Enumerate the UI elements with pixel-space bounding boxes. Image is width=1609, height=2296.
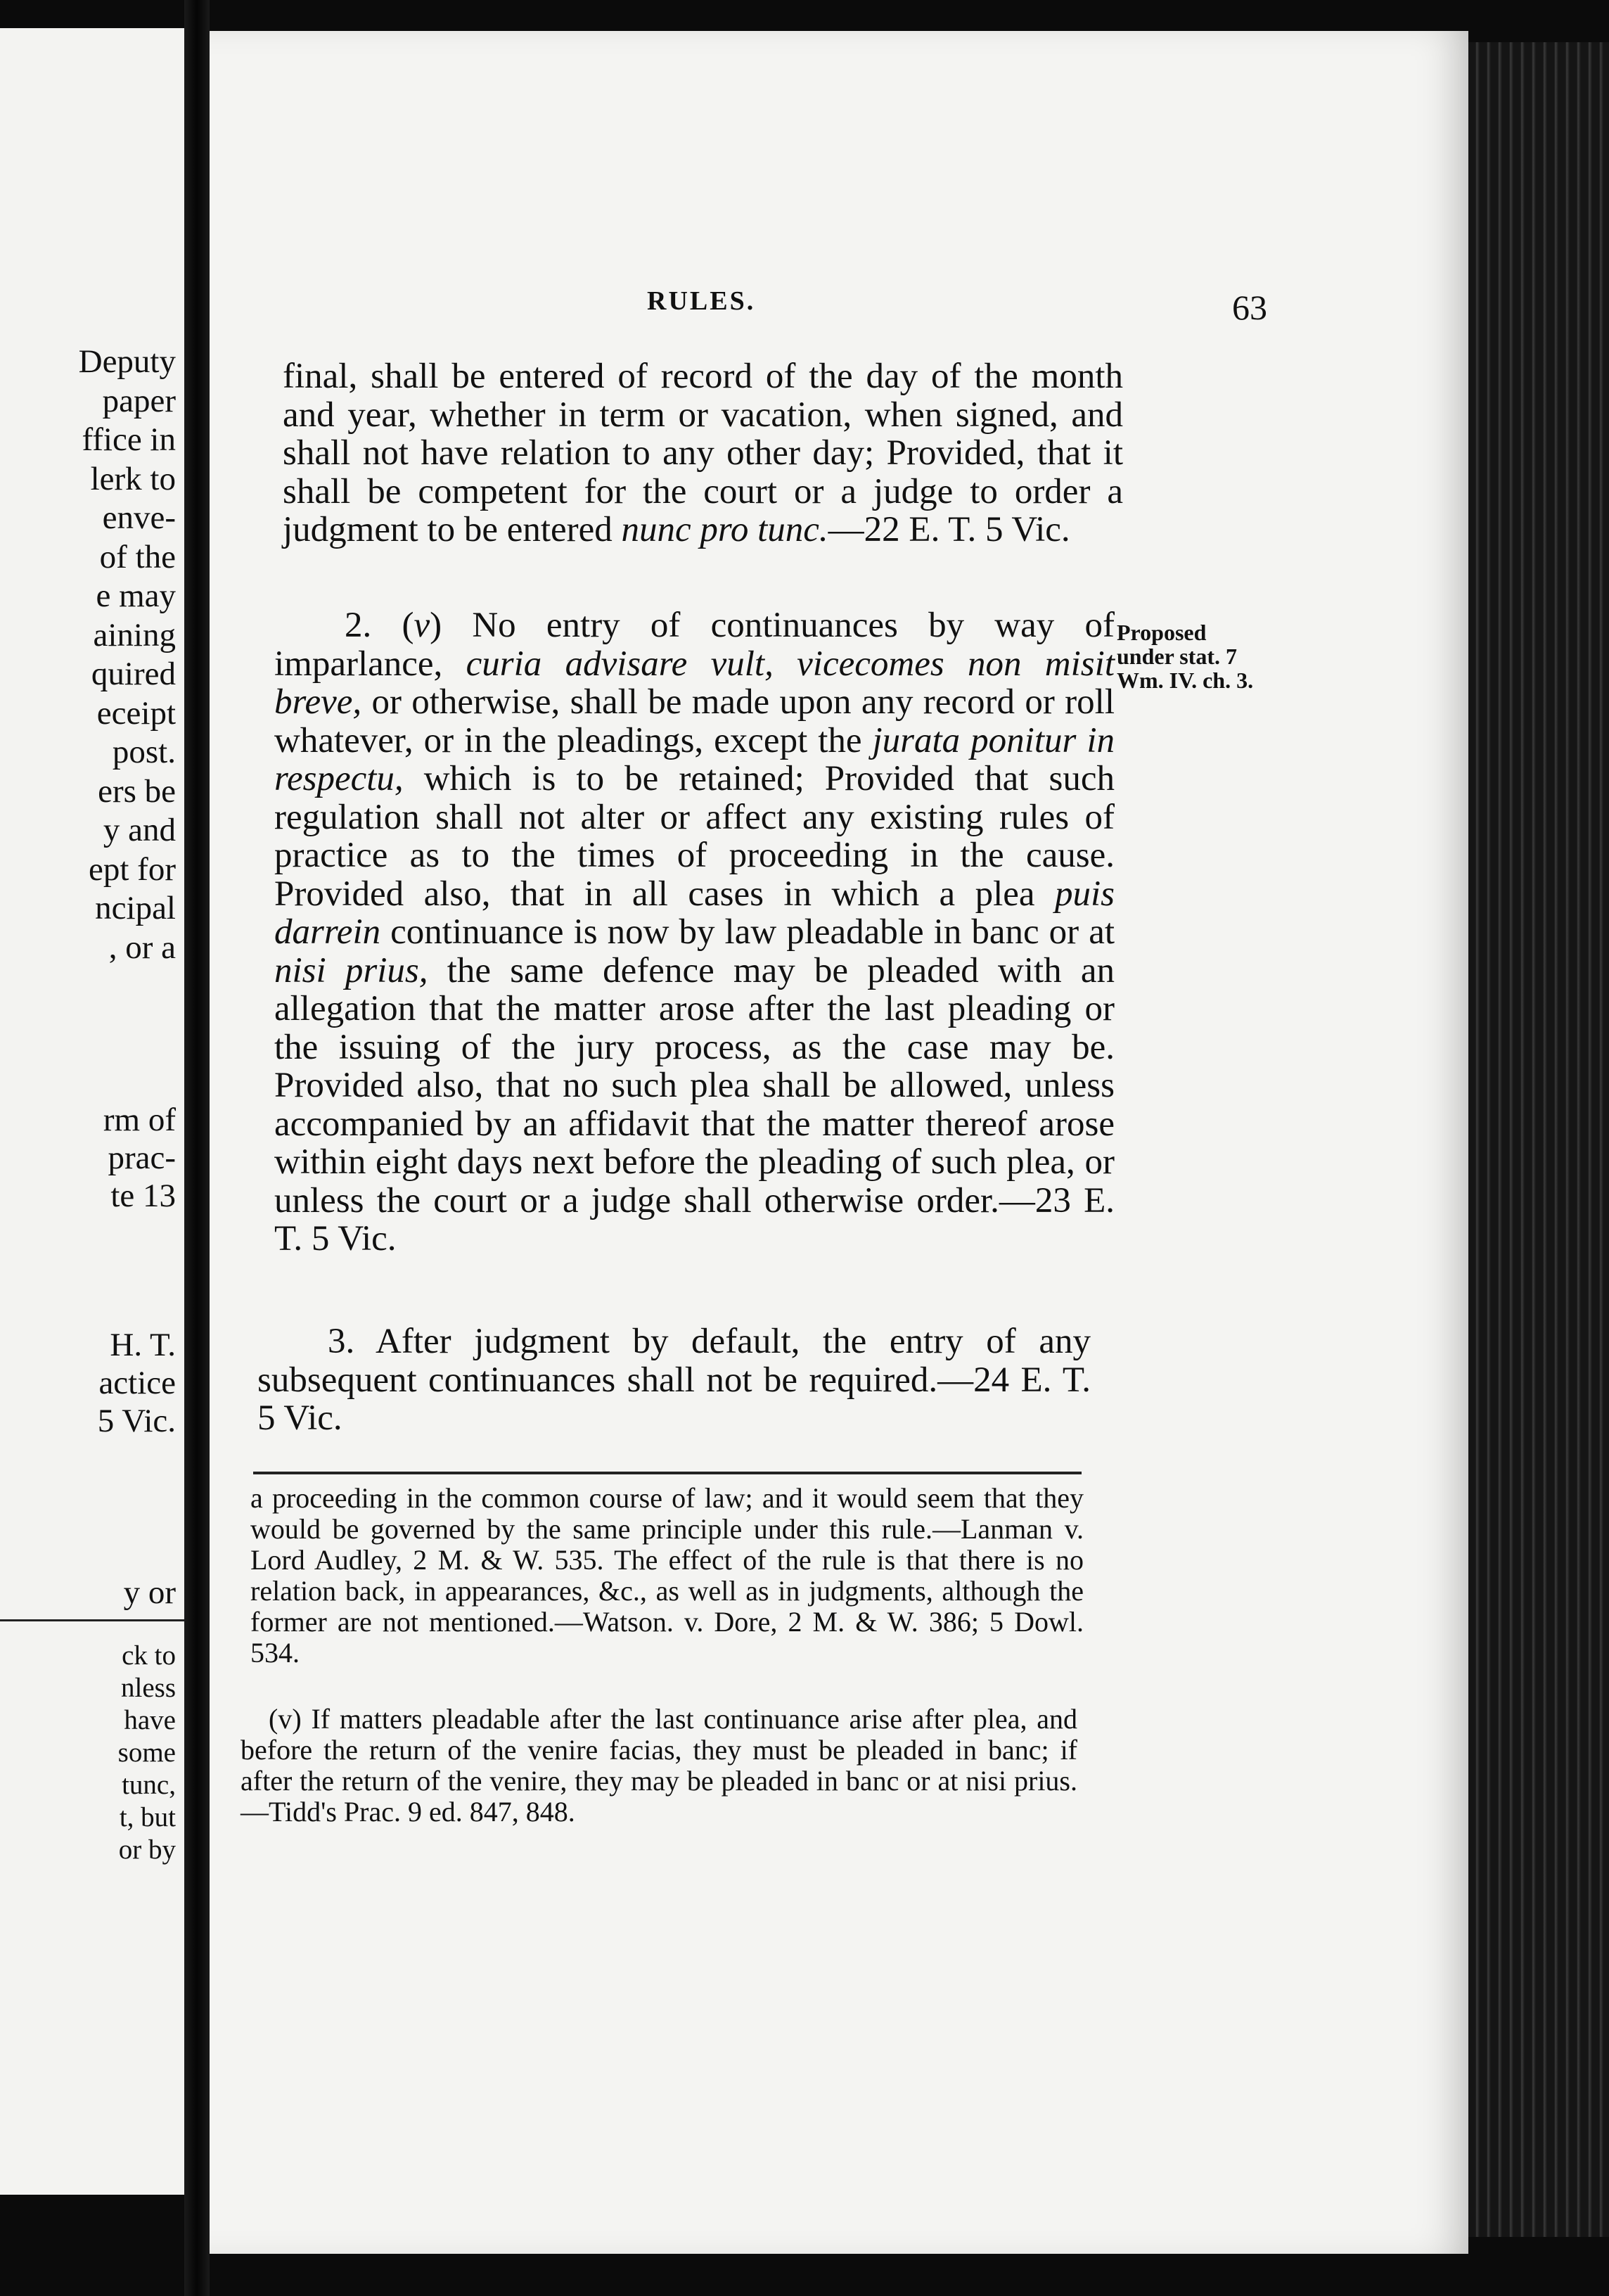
continuation-citation: —22 E. T. 5 Vic.: [828, 510, 1070, 549]
left-page-line: ncipal: [95, 890, 176, 926]
left-page-line: of the: [99, 538, 176, 575]
left-page-line: Deputy: [78, 343, 176, 380]
rule-2-text-d: continuance is now by law pleadable in banc or at: [390, 912, 1115, 952]
rule-3: [257, 1322, 1091, 1438]
left-page-line: ck to: [122, 1640, 176, 1671]
left-page-line: e may: [96, 578, 176, 614]
left-page-line: lerk to: [90, 460, 176, 497]
left-page-line: t, but: [119, 1802, 176, 1832]
left-page-line: actice: [98, 1365, 176, 1401]
left-footnote-rule: [0, 1619, 184, 1621]
left-page-line: nless: [121, 1673, 176, 1703]
footnote-v: [241, 1704, 1077, 1828]
left-page-line: y or: [123, 1574, 176, 1611]
marginal-note: Proposed under stat. 7 Wm. IV. ch. 3.: [1117, 620, 1254, 693]
continuation-italic: nunc pro tunc.: [621, 510, 828, 549]
rule-2: [274, 606, 1115, 1258]
left-page-line: have: [124, 1705, 176, 1735]
left-page-line: post.: [112, 734, 176, 770]
page-edges: [1468, 42, 1609, 2237]
rule-2-number: 2. (: [345, 606, 414, 645]
left-page-line: enve-: [102, 499, 176, 536]
left-page-line: y and: [103, 812, 176, 848]
left-page-line: , or a: [108, 929, 176, 966]
left-page-line: prac-: [108, 1140, 176, 1176]
left-page-line: or by: [118, 1835, 176, 1865]
left-page-fragment: [0, 28, 187, 2195]
rule-2-text-a: ) No entry of continuances by way of imparlance,: [274, 606, 1115, 684]
left-page-line: tunc,: [122, 1770, 176, 1800]
rule-2-italic-d: nisi prius,: [274, 950, 428, 990]
running-head: RULES.: [647, 286, 756, 316]
left-page-line: ffice in: [82, 421, 176, 458]
left-page-line: eceipt: [96, 694, 176, 732]
footnote-mark-v: v: [414, 606, 430, 645]
footnote-v-mark: (v): [269, 1703, 302, 1735]
footnote-continuation: [250, 1483, 1084, 1669]
footnote-separator: [253, 1472, 1082, 1474]
rule-2-text-b: or otherwise, shall be made upon any record or roll whatever, or in the pleadings, except the: [274, 682, 1115, 760]
left-page-line: rm of: [103, 1102, 176, 1138]
left-page-line: H. T.: [110, 1327, 176, 1363]
rule-2-italic-b: jurata ponitur in respectu,: [274, 720, 1115, 798]
rule-2-text-c: which is to be retained; Provided that such regulation shall not alter or affect any existing rules of practice as to the times of proceeding in the cause. Provided also, that in all cases in which a plea: [274, 759, 1115, 914]
rule-3-text: 3. After judgment by default, the entry of any subsequent continuances shall not be required.—24 E. T. 5 Vic.: [257, 1322, 1091, 1438]
left-page-line: te 13: [110, 1178, 176, 1214]
footnote-continuation-text: a proceeding in the common course of law; and it would seem that they would be governed by the same principle under this rule.—Lanman v. Lord Audley, 2 M. & W. 535. The effect of the rule is that there is no relation back, in appearances, &c., as well as in judgments, although the former are not mentioned.—Watson. v. Dore, 2 M. & W. 386; 5 Dowl. 534.: [250, 1482, 1084, 1669]
left-page-line: ers be: [98, 772, 176, 810]
left-page-line: quired: [91, 656, 176, 692]
footnote-v-text: If matters pleadable after the last continuance arise after plea, and before the return of the venire facias, they must be pleaded in banc; if after the return of the venire, they may be pleaded in banc or at nisi prius.—Tidd's Prac. 9 ed. 847, 848.: [241, 1703, 1078, 1828]
left-page-line: paper: [102, 382, 176, 419]
rule-2-italic-c: puis darrein: [274, 874, 1115, 952]
page-number: 63: [1232, 288, 1267, 327]
rule-1-continuation: [283, 357, 1123, 549]
continuation-text: final, shall be entered of record of the day of the month and year, whether in term or vacation, when signed, and shall not have relation to any other day; Provided, that it shall be competent for the court or a judge to order a judgment to be entered: [283, 357, 1123, 549]
left-page-line: some: [117, 1737, 176, 1768]
left-page-line: aining: [93, 616, 176, 653]
rule-2-text-e: the same defence may be pleaded with an allegation that the matter arose after the last pleading or the issuing of the jury process, as the case may be. Provided also, that no such plea shall be allowed, unless accompanied by an affidavit that the matter thereof arose within eight days next before the pleading of such plea, or unless the court or a judge shall otherwise order.—23 E. T. 5 Vic.: [274, 950, 1115, 1258]
rule-2-italic-a: curia advisare vult, vicecomes non misit breve,: [274, 644, 1115, 722]
book-gutter: [184, 0, 210, 2296]
left-page-line: 5 Vic.: [97, 1403, 176, 1439]
left-page-line: ept for: [89, 850, 176, 888]
